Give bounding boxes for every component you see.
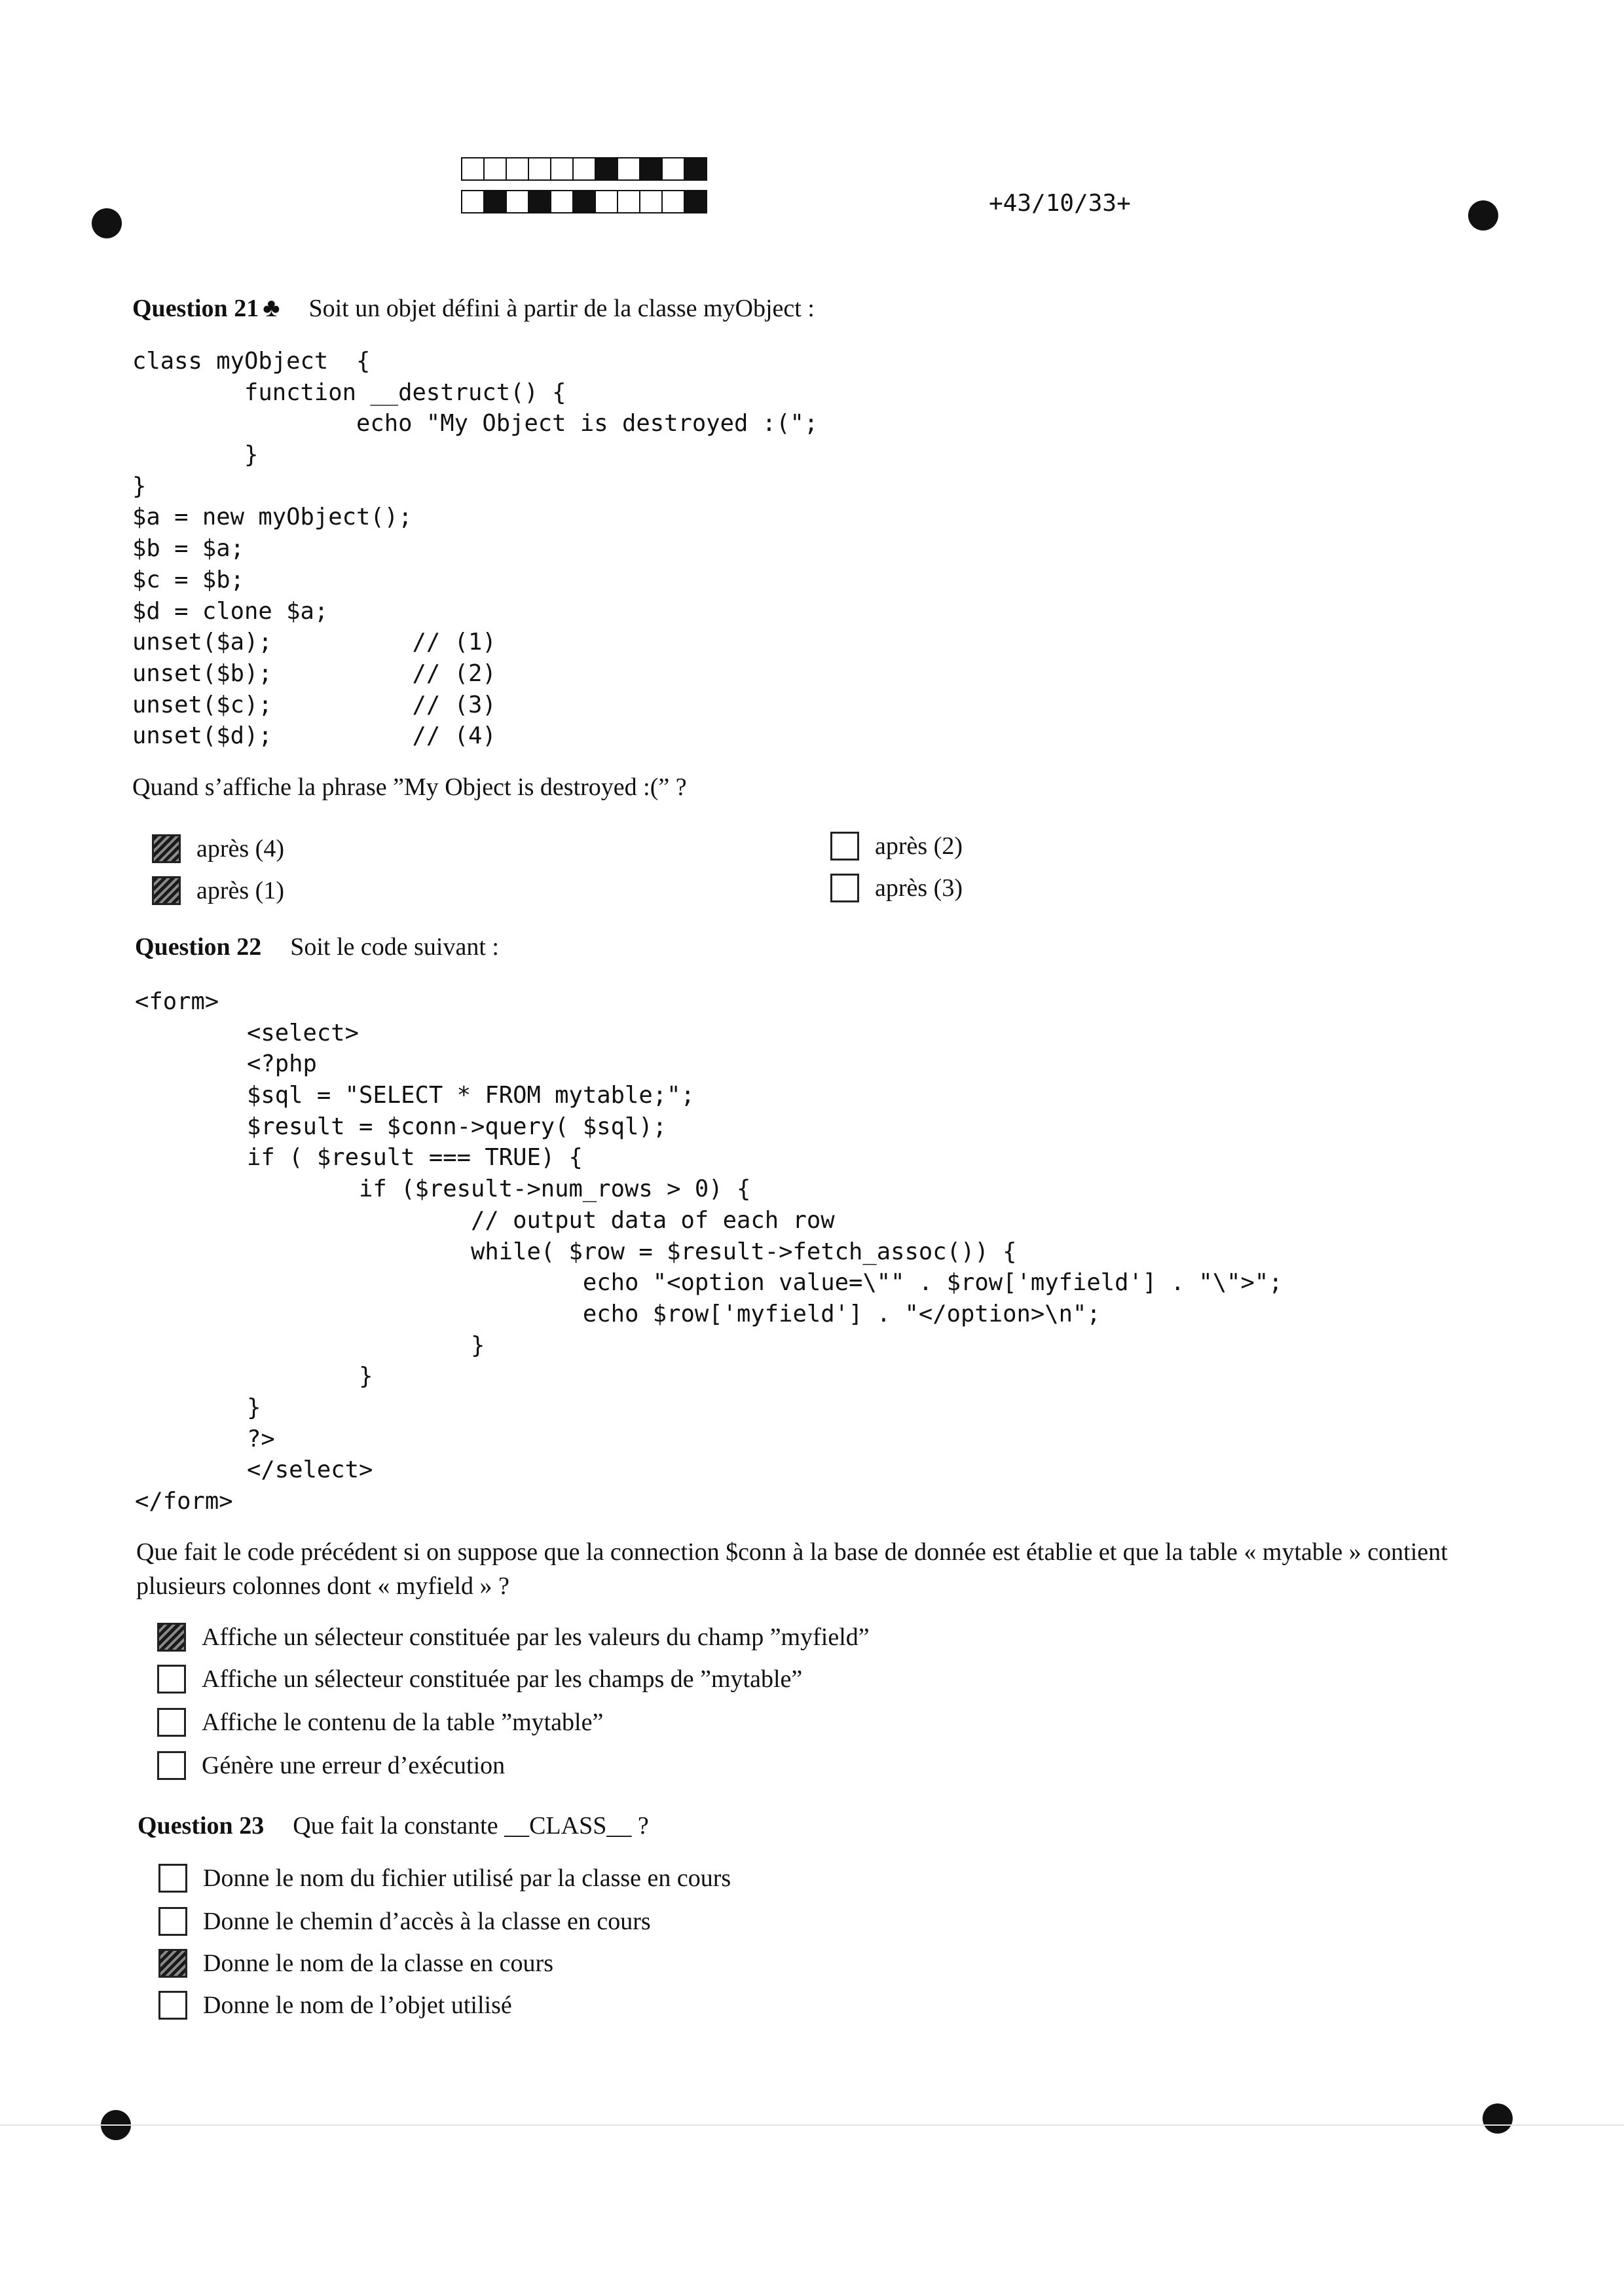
barcode-bottom-row xyxy=(461,190,706,213)
option-label: Affiche un sélecteur constituée par les champs de ”mytable” xyxy=(202,1665,803,1693)
code-line: echo "<option value=\"" . $row['myfield'] . "\">"; xyxy=(135,1269,1283,1297)
q21-code-block xyxy=(132,346,818,752)
code-line: </form> xyxy=(135,1488,233,1515)
checkbox[interactable] xyxy=(158,1991,187,2020)
club-icon: ♣ xyxy=(263,293,280,322)
code-line: if ($result->num_rows > 0) { xyxy=(135,1176,751,1203)
code-line: <select> xyxy=(135,1019,359,1046)
barcode-cell xyxy=(661,157,685,181)
barcode-cell xyxy=(506,190,529,213)
barcode-cell xyxy=(639,157,663,181)
checkbox[interactable] xyxy=(158,1907,187,1936)
barcode-cell xyxy=(483,157,507,181)
checkbox[interactable] xyxy=(157,1623,186,1652)
question-text: Soit un objet défini à partir de la classe myObject : xyxy=(308,295,815,322)
checkbox[interactable] xyxy=(830,832,859,861)
code-line: echo "My Object is destroyed :("; xyxy=(132,410,819,437)
barcode-cell xyxy=(483,190,507,213)
barcode-cell xyxy=(661,190,685,213)
option-label: après (1) xyxy=(196,877,284,904)
option-label: Affiche un sélecteur constituée par les valeurs du champ ”myfield” xyxy=(202,1623,870,1651)
q21-prompt: Quand s’affiche la phrase ”My Object is destroyed :(” ? xyxy=(132,773,687,801)
option-label: après (4) xyxy=(196,835,284,862)
code-line: ?> xyxy=(135,1425,275,1453)
q22-option-4[interactable] xyxy=(157,1751,505,1780)
question-text: Que fait la constante __CLASS__ ? xyxy=(293,1812,649,1840)
checkbox[interactable] xyxy=(158,1949,187,1978)
q21-option-1[interactable] xyxy=(152,834,284,863)
code-line: } xyxy=(132,472,147,500)
checkbox[interactable] xyxy=(152,834,181,863)
checkbox[interactable] xyxy=(830,874,859,902)
barcode-cell xyxy=(684,157,707,181)
checkbox[interactable] xyxy=(152,876,181,905)
code-line: } xyxy=(132,441,259,469)
question-text: Soit le code suivant : xyxy=(290,933,499,961)
code-line: unset($b); // (2) xyxy=(132,659,496,687)
q22-code-block xyxy=(135,986,1283,1517)
page-id: +43/10/33+ xyxy=(989,190,1131,217)
code-line: function __destruct() { xyxy=(132,379,566,406)
barcode-cell xyxy=(461,190,485,213)
q23-option-2[interactable] xyxy=(158,1907,651,1936)
checkbox[interactable] xyxy=(158,1864,187,1893)
registration-mark-bottom-right xyxy=(1483,2103,1513,2134)
option-label: après (3) xyxy=(875,874,963,902)
barcode-cell xyxy=(461,157,485,181)
q22-option-1[interactable] xyxy=(157,1623,870,1652)
barcode-cell xyxy=(617,157,640,181)
barcode-cell xyxy=(528,190,551,213)
code-line: $sql = "SELECT * FROM mytable;"; xyxy=(135,1082,695,1109)
barcode-cell xyxy=(684,190,707,213)
barcode-cell xyxy=(639,190,663,213)
option-label: Donne le chemin d’accès à la classe en cours xyxy=(203,1908,651,1935)
code-line: </select> xyxy=(135,1456,373,1484)
code-line: <form> xyxy=(135,988,219,1015)
barcode-top-row xyxy=(461,157,706,181)
option-label: après (2) xyxy=(875,832,963,860)
code-line: unset($a); // (1) xyxy=(132,629,496,656)
code-line: // output data of each row xyxy=(135,1206,835,1234)
bottom-divider xyxy=(0,2124,1624,2126)
code-line: unset($d); // (4) xyxy=(132,722,496,750)
code-line: $c = $b; xyxy=(132,566,244,593)
code-line: $result = $conn->query( $sql); xyxy=(135,1113,667,1140)
barcode-cell xyxy=(550,157,574,181)
code-line: if ( $result === TRUE) { xyxy=(135,1144,583,1172)
barcode-cell xyxy=(595,190,618,213)
question-label: Question 22 xyxy=(135,933,262,961)
checkbox[interactable] xyxy=(157,1751,186,1780)
q22-prompt: Que fait le code précédent si on suppose que la connection $conn à la base de donnée est établie et que la table « mytable » contient plusieurs colonnes dont « myfield » ? xyxy=(136,1538,1448,1600)
q23-option-4[interactable] xyxy=(158,1991,512,2020)
q23-option-1[interactable] xyxy=(158,1864,731,1893)
code-line: } xyxy=(135,1394,261,1421)
question-label: Question 21 xyxy=(132,295,259,322)
registration-mark-top-left xyxy=(92,208,122,238)
registration-mark-top-right xyxy=(1468,200,1498,231)
barcode-cell xyxy=(528,157,551,181)
option-label: Donne le nom de l’objet utilisé xyxy=(203,1991,512,2019)
barcode-cell xyxy=(617,190,640,213)
option-label: Donne le nom du fichier utilisé par la classe en cours xyxy=(203,1864,731,1892)
code-line: $d = clone $a; xyxy=(132,597,329,625)
barcode-cell xyxy=(572,157,596,181)
barcode-cell xyxy=(550,190,574,213)
option-label: Génère une erreur d’exécution xyxy=(202,1752,506,1779)
barcode-cell xyxy=(572,190,596,213)
question-22-header xyxy=(135,933,499,961)
checkbox[interactable] xyxy=(157,1665,186,1694)
q21-option-4[interactable] xyxy=(830,874,963,902)
code-line: } xyxy=(135,1331,485,1359)
code-line: } xyxy=(135,1363,373,1390)
question-label: Question 23 xyxy=(138,1812,265,1840)
option-label: Donne le nom de la classe en cours xyxy=(203,1950,553,1977)
code-line: <?php xyxy=(135,1050,317,1078)
checkbox[interactable] xyxy=(157,1708,186,1737)
question-21-header xyxy=(132,292,815,323)
q22-option-3[interactable] xyxy=(157,1708,603,1737)
barcode-cell xyxy=(506,157,529,181)
option-label: Affiche le contenu de la table ”mytable” xyxy=(202,1709,604,1736)
q21-option-2[interactable] xyxy=(152,876,284,905)
code-line: $a = new myObject(); xyxy=(132,504,413,531)
code-line: $b = $a; xyxy=(132,535,244,563)
q23-option-3[interactable] xyxy=(158,1949,553,1978)
q22-option-2[interactable] xyxy=(157,1665,802,1694)
code-line: class myObject { xyxy=(132,348,371,375)
question-23-header xyxy=(138,1811,649,1840)
code-line: unset($c); // (3) xyxy=(132,691,496,718)
barcode-cell xyxy=(595,157,618,181)
code-line: while( $row = $result->fetch_assoc()) { xyxy=(135,1238,1017,1265)
q21-option-3[interactable] xyxy=(830,832,963,861)
code-line: echo $row['myfield'] . "</option>\n"; xyxy=(135,1300,1101,1327)
